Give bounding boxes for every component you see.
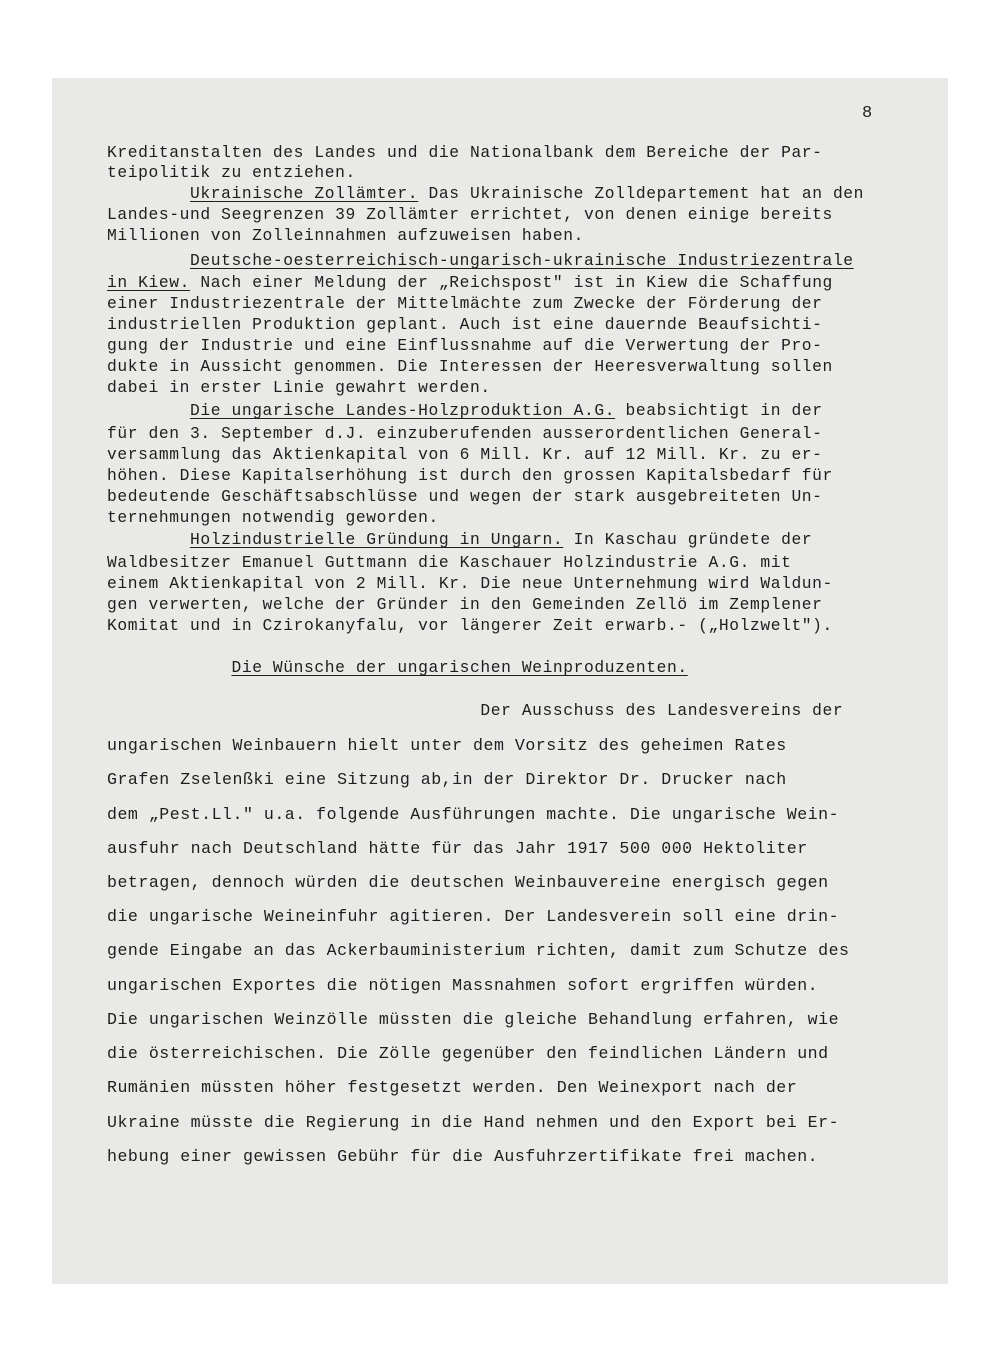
text-line (107, 143, 823, 163)
text-line (107, 907, 839, 927)
text-segment: In Kaschau gründete der (563, 530, 813, 549)
text-segment: ungarischen Weinbauern hielt unter dem Vorsitz des geheimen Rates (107, 736, 787, 755)
text-line (107, 839, 808, 859)
text-segment: Kreditanstalten des Landes und die Nationalbank dem Bereiche der Par- (107, 143, 823, 162)
text-line (107, 658, 688, 678)
text-line (107, 357, 833, 377)
text-segment: Das Ukrainische Zolldepartement hat an den (418, 184, 865, 203)
text-line (107, 378, 491, 398)
text-segment: für den 3. September d.J. einzuberufenden ausserordentlichen General- (107, 424, 823, 443)
text-line (107, 273, 833, 293)
text-segment: höhen. Diese Kapitalserhöhung ist durch den grossen Kapitalsbedarf für (107, 466, 833, 485)
text-line (107, 1078, 797, 1098)
text-segment: Grafen Zselenßki eine Sitzung ab,in der Direktor Dr. Drucker nach (107, 770, 787, 789)
section-heading: Deutsche-oesterreichisch-ungarisch-ukrainische Industriezentrale (189, 251, 854, 270)
text-segment: Nach einer Meldung der „Reichspost" ist in Kiew die Schaffung (189, 273, 833, 292)
text-line (107, 873, 829, 893)
text-line (107, 251, 854, 271)
text-segment: beabsichtigt in der (615, 401, 823, 420)
text-segment: einer Industriezentrale der Mittelmächte zum Zwecke der Förderung der (107, 294, 823, 313)
text-line (107, 424, 823, 444)
text-segment: Landes-und Seegrenzen 39 Zollämter errichtet, von denen einige bereits (107, 205, 833, 224)
text-line (107, 205, 833, 225)
section-heading: Ukrainische Zollämter. (189, 184, 419, 203)
text-line (107, 941, 850, 961)
text-segment: gen verwerten, welche der Gründer in den Gemeinden Zellö im Zemplener (107, 595, 823, 614)
text-segment: einem Aktienkapital von 2 Mill. Kr. Die neue Unternehmung wird Waldun- (107, 574, 833, 593)
text-segment: dem „Pest.Ll." u.a. folgende Ausführungen machte. Die ungarische Wein- (107, 805, 840, 824)
text-segment: die ungarische Weineinfuhr agitieren. Der Landesverein soll eine drin- (107, 907, 840, 926)
text-segment (107, 530, 190, 549)
text-line (107, 976, 818, 996)
text-line (107, 336, 823, 356)
text-segment: die österreichischen. Die Zölle gegenüber den feindlichen Ländern und (107, 1044, 829, 1063)
text-line (107, 701, 843, 721)
text-line (107, 401, 823, 421)
text-segment: dukte in Aussicht genommen. Die Interessen der Heeresverwaltung sollen (107, 357, 833, 376)
text-line (107, 595, 823, 615)
text-line (107, 294, 823, 314)
text-line (107, 226, 584, 246)
text-segment: teipolitik zu entziehen. (107, 163, 356, 182)
text-segment: Ukraine müsste die Regierung in die Hand nehmen und den Export bei Er- (107, 1113, 840, 1132)
text-line (107, 445, 823, 465)
section-heading: in Kiew. (107, 273, 190, 292)
text-line (107, 616, 833, 636)
section-heading: Die Wünsche der ungarischen Weinproduzenten. (231, 658, 688, 677)
text-segment: Rumänien müssten höher festgesetzt werden. Den Weinexport nach der (107, 1078, 798, 1097)
text-line (107, 487, 823, 507)
text-line (107, 770, 787, 790)
text-segment: dabei in erster Linie gewahrt werden. (107, 378, 491, 397)
text-line (107, 530, 812, 550)
text-line (107, 1147, 818, 1167)
text-line (107, 508, 439, 528)
text-segment: versammlung das Aktienkapital von 6 Mill. Kr. auf 12 Mill. Kr. zu er- (107, 445, 823, 464)
text-segment (107, 251, 190, 270)
text-segment: gende Eingabe an das Ackerbauministerium richten, damit zum Schutze des (107, 941, 850, 960)
text-segment: Waldbesitzer Emanuel Guttmann die Kaschauer Holzindustrie A.G. mit (107, 553, 792, 572)
text-line (107, 553, 791, 573)
text-line (107, 805, 839, 825)
page-number: 8 (862, 104, 873, 123)
text-segment: gung der Industrie und eine Einflussnahme auf die Verwertung der Pro- (107, 336, 823, 355)
text-segment (107, 401, 190, 420)
text-segment (107, 658, 231, 677)
text-line (107, 1010, 839, 1030)
text-segment: ternehmungen notwendig geworden. (107, 508, 439, 527)
text-line (107, 184, 864, 204)
text-line (107, 736, 787, 756)
text-segment: betragen, dennoch würden die deutschen Weinbauvereine energisch gegen (107, 873, 829, 892)
text-segment: industriellen Produktion geplant. Auch ist eine dauernde Beaufsichti- (107, 315, 823, 334)
text-line (107, 315, 823, 335)
text-segment: ausfuhr nach Deutschland hätte für das Jahr 1917 500 000 Hektoliter (107, 839, 808, 858)
text-segment: Millionen von Zolleinnahmen aufzuweisen haben. (107, 226, 585, 245)
text-segment: ungarischen Exportes die nötigen Massnahmen sofort ergriffen würden. (107, 976, 819, 995)
text-segment (107, 184, 190, 203)
text-line (107, 1044, 829, 1064)
text-segment: hebung einer gewissen Gebühr für die Ausfuhrzertifikate frei machen. (107, 1147, 819, 1166)
text-line (107, 1113, 839, 1133)
text-segment: Der Ausschuss des Landesvereins der (107, 701, 844, 720)
section-heading: Holzindustrielle Gründung in Ungarn. (189, 530, 564, 549)
text-line (107, 466, 833, 486)
section-heading: Die ungarische Landes-Holzproduktion A.G. (189, 401, 616, 420)
text-segment: Komitat und in Czirokanyfalu, vor längerer Zeit erwarb.- („Holzwelt"). (107, 616, 833, 635)
text-segment: Die ungarischen Weinzölle müssten die gleiche Behandlung erfahren, wie (107, 1010, 840, 1029)
text-segment: bedeutende Geschäftsabschlüsse und wegen der stark ausgebreiteten Un- (107, 487, 823, 506)
text-line (107, 574, 833, 594)
text-line (107, 163, 356, 183)
